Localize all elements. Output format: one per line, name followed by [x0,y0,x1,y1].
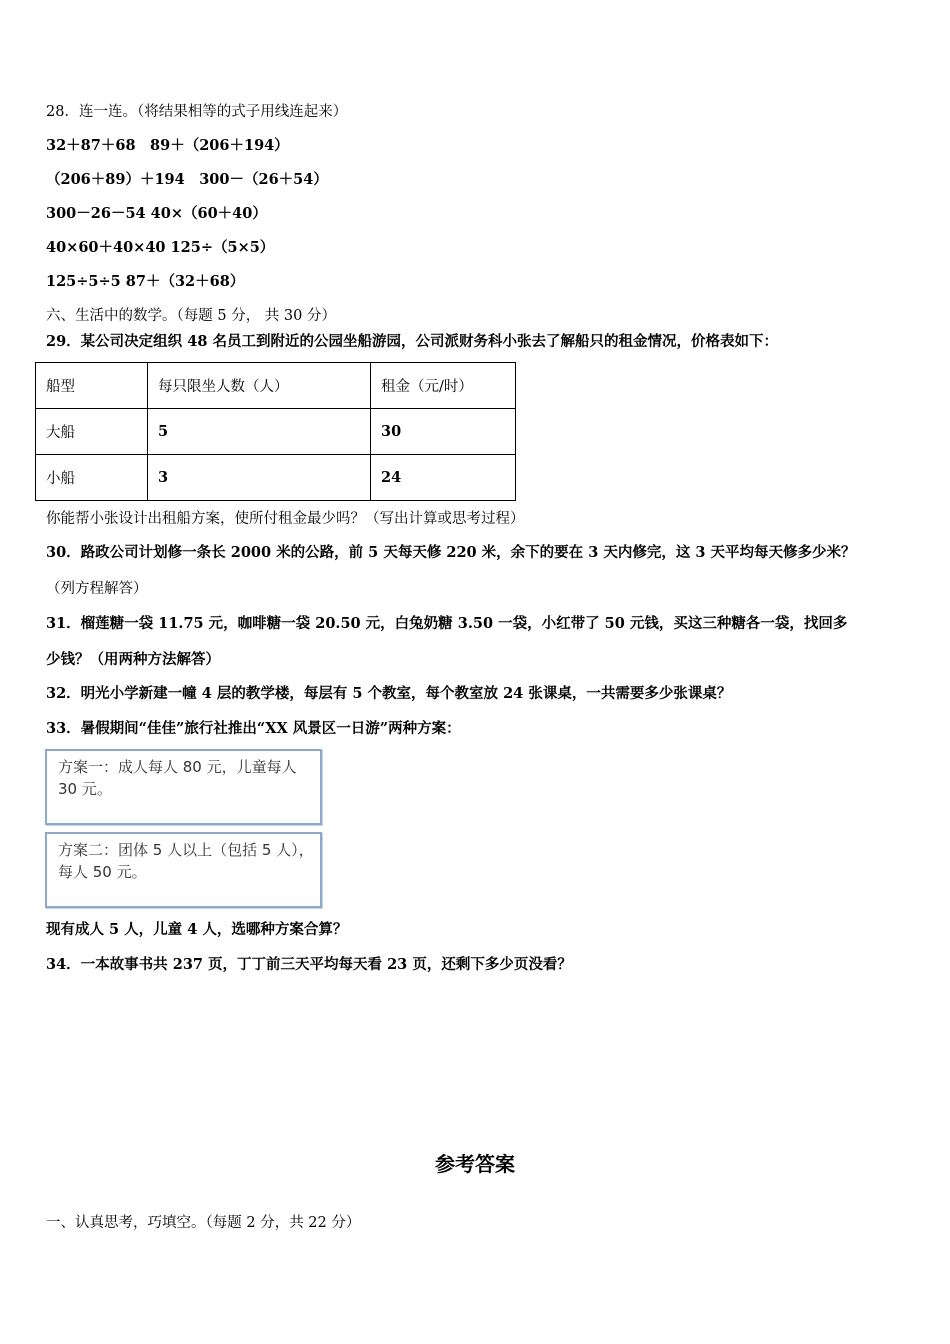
table-header-cell: 租金（元/时） [371,363,516,409]
table-cell: 3 [148,455,371,501]
table-cell: 24 [371,455,516,501]
table-cell: 30 [371,409,516,455]
price-table [35,362,516,501]
q30-line-1: 30．路政公司计划修一条长 2000 米的公路，前 5 天每天修 220 米，余下的要在 3 天内修完，这 3 天平均每天修多少米？ [46,544,856,561]
q29-question: 你能帮小张设计出租船方案，使所付租金最少吗？（写出计算或思考过程） [46,511,525,527]
q30-line-2: （列方程解答） [46,581,148,597]
table-cell: 大船 [36,409,148,455]
q31-line-1: 31．榴莲糖一袋 11.75 元，咖啡糖一袋 20.50 元，白兔奶糖 3.50 一袋，小红带了 50 元钱，买这三种糖各一袋，找回多 [46,615,848,632]
plan-1-box [45,749,322,825]
plan-1-text: 方案一：成人每人 80 元，儿童每人 30 元。 [58,758,297,798]
q28-row: 40×60＋40×40 125÷（5×5） [46,239,275,256]
table-header-cell: 每只限坐人数（人） [148,363,371,409]
q31-line-2: 少钱？（用两种方法解答） [46,651,220,668]
table-header-row [36,363,516,409]
q28-row: 125÷5÷5 87＋（32＋68） [46,273,245,290]
q33-text: 33．暑假期间“佳佳”旅行社推出“XX 风景区一日游”两种方案： [46,720,461,737]
section-6-heading: 六、生活中的数学。（每题 5 分， 共 30 分） [46,308,336,324]
table-cell: 小船 [36,455,148,501]
q32-text: 32．明光小学新建一幢 4 层的教学楼，每层有 5 个教室，每个教室放 24 张课桌，一共需要多少张课桌？ [46,685,732,702]
answers-section-1: 一、认真思考，巧填空。（每题 2 分，共 22 分） [46,1215,361,1231]
q28-row: 32＋87＋68 89＋（206＋194） [46,137,289,154]
q34-text: 34．一本故事书共 237 页，丁丁前三天平均每天看 23 页，还剩下多少页没看？ [46,956,572,973]
answers-heading: 参考答案 [435,1152,515,1176]
q28-row: 300－26－54 40×（60＋40） [46,205,267,222]
q29-text: 29．某公司决定组织 48 名员工到附近的公园坐船游园，公司派财务科小张去了解船只的租金情况，价格表如下： [46,333,778,350]
q28-title: 28．连一连。（将结果相等的式子用线连起来） [46,104,348,120]
table-header-cell: 船型 [36,363,148,409]
q28-row: （206＋89）＋194 300－（26＋54） [46,171,328,188]
plan-2-box [45,832,322,908]
table-row [36,455,516,501]
plan-2-text: 方案二：团体 5 人以上（包括 5 人），每人 50 元。 [58,841,314,881]
table-cell: 5 [148,409,371,455]
q33-question: 现有成人 5 人，儿童 4 人，选哪种方案合算？ [46,921,348,938]
table-row [36,409,516,455]
